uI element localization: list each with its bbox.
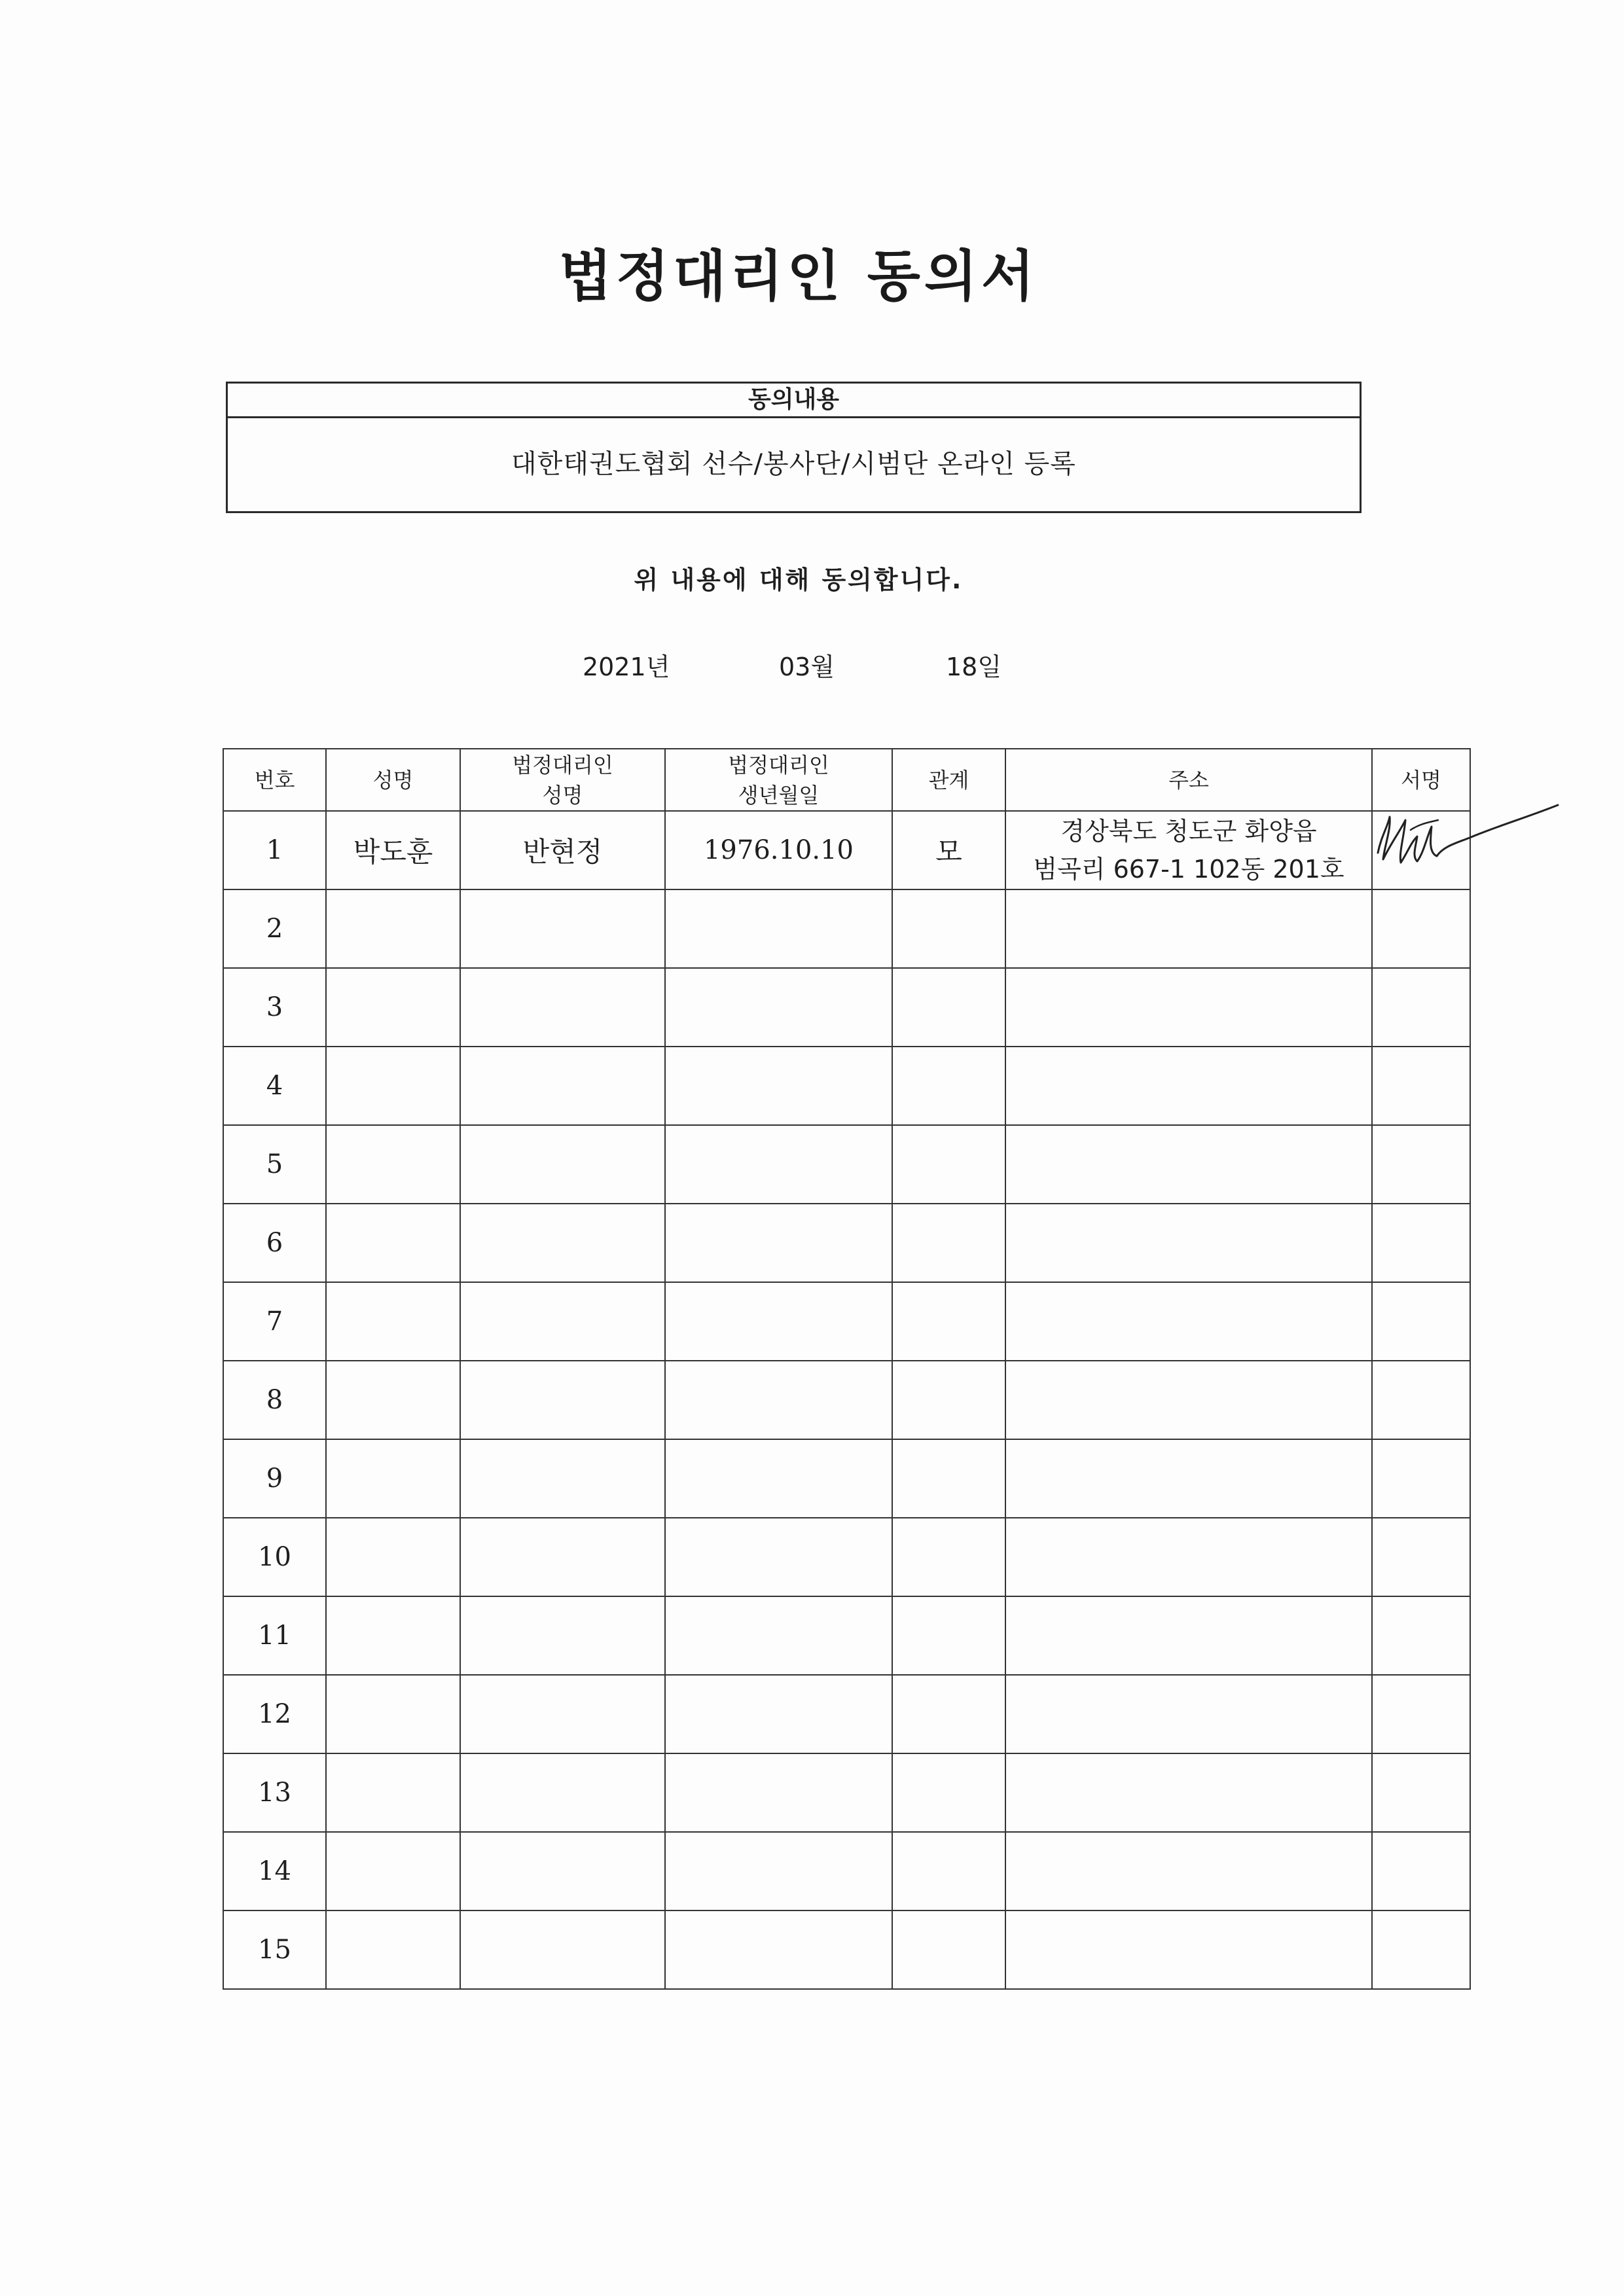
- header-guardian-birth: [665, 749, 892, 811]
- cell-address: [1005, 1753, 1372, 1832]
- cell-guardian-birth: [665, 1910, 892, 1989]
- cell-guardian-birth: [665, 1675, 892, 1753]
- cell-address: [1005, 1125, 1372, 1204]
- table-row: [223, 1439, 1470, 1518]
- header-signature: 서명: [1372, 749, 1470, 811]
- cell-guardian-birth: [665, 968, 892, 1047]
- header-guardian-name: [460, 749, 665, 811]
- cell-no: 6: [223, 1204, 326, 1282]
- table-row: [223, 811, 1470, 889]
- header-name: 성명: [326, 749, 460, 811]
- cell-signature: [1372, 1282, 1470, 1361]
- cell-no: 15: [223, 1910, 326, 1989]
- cell-relation: [892, 1361, 1005, 1439]
- cell-guardian-name: [460, 968, 665, 1047]
- cell-guardian-birth: [665, 1596, 892, 1675]
- cell-guardian-name: [460, 1518, 665, 1596]
- cell-guardian-birth: [665, 1832, 892, 1910]
- cell-relation: [892, 1518, 1005, 1596]
- cell-guardian-name: [460, 1125, 665, 1204]
- cell-guardian-birth: [665, 889, 892, 968]
- cell-no: 2: [223, 889, 326, 968]
- cell-guardian-birth: [665, 1047, 892, 1125]
- document-title: 법정대리인 동의서: [558, 244, 1039, 308]
- cell-name: 박도훈: [326, 811, 460, 889]
- cell-name: [326, 968, 460, 1047]
- cell-no: 4: [223, 1047, 326, 1125]
- cell-address: [1005, 1910, 1372, 1989]
- cell-no: 14: [223, 1832, 326, 1910]
- cell-address: [1005, 1439, 1372, 1518]
- date-month: 03월: [779, 653, 835, 681]
- header-address: 주소: [1005, 749, 1372, 811]
- cell-no: 10: [223, 1518, 326, 1596]
- consent-box: [226, 382, 1362, 513]
- cell-name: [326, 1832, 460, 1910]
- cell-address: [1005, 1675, 1372, 1753]
- cell-relation: [892, 1596, 1005, 1675]
- address-line: 경상북도 청도군 화양읍: [1060, 817, 1317, 846]
- cell-no: 8: [223, 1361, 326, 1439]
- cell-guardian-birth: [665, 1439, 892, 1518]
- header-no: 번호: [223, 749, 326, 811]
- cell-relation: [892, 1125, 1005, 1204]
- consent-content: 대한태권도협회 선수/봉사단/시범단 온라인 등록: [511, 449, 1076, 479]
- cell-relation: 모: [892, 811, 1005, 889]
- header-guardian-name-line2: 성명: [542, 782, 583, 808]
- table-row: [223, 968, 1470, 1047]
- cell-guardian-birth: [665, 1125, 892, 1204]
- cell-signature: [1372, 1832, 1470, 1910]
- cell-no: 11: [223, 1596, 326, 1675]
- cell-name: [326, 889, 460, 968]
- cell-address: [1005, 811, 1372, 889]
- table-row: [223, 1596, 1470, 1675]
- cell-signature: [1372, 1910, 1470, 1989]
- cell-signature: [1372, 1204, 1470, 1282]
- cell-guardian-birth: [665, 1518, 892, 1596]
- table-row: [223, 1675, 1470, 1753]
- cell-guardian-name: [460, 1204, 665, 1282]
- cell-address: [1005, 1832, 1372, 1910]
- cell-name: [326, 1125, 460, 1204]
- cell-name: [326, 1204, 460, 1282]
- cell-relation: [892, 1753, 1005, 1832]
- cell-relation: [892, 1047, 1005, 1125]
- cell-guardian-name: [460, 1361, 665, 1439]
- table-row: [223, 889, 1470, 968]
- cell-signature: [1372, 1518, 1470, 1596]
- cell-guardian-name: [460, 1047, 665, 1125]
- cell-guardian-birth: [665, 1204, 892, 1282]
- table-row: [223, 1518, 1470, 1596]
- cell-guardian-name: [460, 1675, 665, 1753]
- cell-relation: [892, 1910, 1005, 1989]
- consent-header: 동의내용: [228, 384, 1360, 418]
- table-row: [223, 1832, 1470, 1910]
- cell-guardian-name: [460, 1439, 665, 1518]
- cell-address: [1005, 1361, 1372, 1439]
- cell-name: [326, 1361, 460, 1439]
- cell-name: [326, 1047, 460, 1125]
- cell-name: [326, 1910, 460, 1989]
- cell-name: [326, 1596, 460, 1675]
- cell-guardian-name: [460, 1596, 665, 1675]
- cell-relation: [892, 1832, 1005, 1910]
- signature-mark: [1365, 791, 1561, 889]
- table-row: [223, 1910, 1470, 1989]
- cell-signature: [1372, 968, 1470, 1047]
- cell-address: [1005, 1518, 1372, 1596]
- cell-name: [326, 1518, 460, 1596]
- cell-signature: [1372, 1753, 1470, 1832]
- table-row: [223, 1204, 1470, 1282]
- header-guardian-birth-line2: 생년월일: [738, 782, 820, 808]
- cell-guardian-birth: [665, 1753, 892, 1832]
- cell-relation: [892, 1282, 1005, 1361]
- cell-relation: [892, 889, 1005, 968]
- table-header-row: [223, 749, 1470, 811]
- cell-no: 9: [223, 1439, 326, 1518]
- date-day: 18일: [946, 653, 1002, 681]
- cell-signature: [1372, 889, 1470, 968]
- header-relation: 관계: [892, 749, 1005, 811]
- cell-guardian-name: [460, 1832, 665, 1910]
- header-guardian-name-line1: 법정대리인: [512, 752, 613, 778]
- cell-address: [1005, 968, 1372, 1047]
- cell-relation: [892, 1439, 1005, 1518]
- table-row: [223, 1125, 1470, 1204]
- cell-guardian-birth: [665, 1282, 892, 1361]
- cell-no: 13: [223, 1753, 326, 1832]
- cell-guardian-name: 반현정: [460, 811, 665, 889]
- table-row: [223, 1361, 1470, 1439]
- agreement-statement: 위 내용에 대해 동의합니다.: [634, 565, 964, 594]
- date-year: 2021년: [583, 653, 670, 681]
- cell-no: 5: [223, 1125, 326, 1204]
- table-row: [223, 1753, 1470, 1832]
- cell-address: [1005, 1047, 1372, 1125]
- cell-no: 7: [223, 1282, 326, 1361]
- cell-no: 3: [223, 968, 326, 1047]
- cell-signature: [1372, 1439, 1470, 1518]
- guardian-table: [223, 748, 1471, 1990]
- cell-relation: [892, 1204, 1005, 1282]
- cell-name: [326, 1439, 460, 1518]
- cell-no: 1: [223, 811, 326, 889]
- cell-guardian-name: [460, 1282, 665, 1361]
- cell-relation: [892, 968, 1005, 1047]
- cell-guardian-birth: [665, 1361, 892, 1439]
- cell-address: [1005, 1282, 1372, 1361]
- table-body: [223, 811, 1470, 1989]
- address-line: 범곡리 667-1 102동 201호: [1033, 855, 1344, 884]
- cell-signature: [1372, 1596, 1470, 1675]
- table-row: [223, 1047, 1470, 1125]
- cell-address: [1005, 889, 1372, 968]
- cell-address: [1005, 1596, 1372, 1675]
- cell-guardian-name: [460, 1753, 665, 1832]
- cell-guardian-birth: 1976.10.10: [665, 811, 892, 889]
- cell-signature: [1372, 1047, 1470, 1125]
- cell-signature: [1372, 1675, 1470, 1753]
- header-guardian-birth-line1: 법정대리인: [728, 752, 829, 778]
- cell-signature: [1372, 1125, 1470, 1204]
- cell-signature: [1372, 1361, 1470, 1439]
- cell-name: [326, 1675, 460, 1753]
- cell-guardian-name: [460, 889, 665, 968]
- cell-name: [326, 1282, 460, 1361]
- cell-name: [326, 1753, 460, 1832]
- cell-address: [1005, 1204, 1372, 1282]
- cell-no: 12: [223, 1675, 326, 1753]
- table-row: [223, 1282, 1470, 1361]
- cell-relation: [892, 1675, 1005, 1753]
- cell-guardian-name: [460, 1910, 665, 1989]
